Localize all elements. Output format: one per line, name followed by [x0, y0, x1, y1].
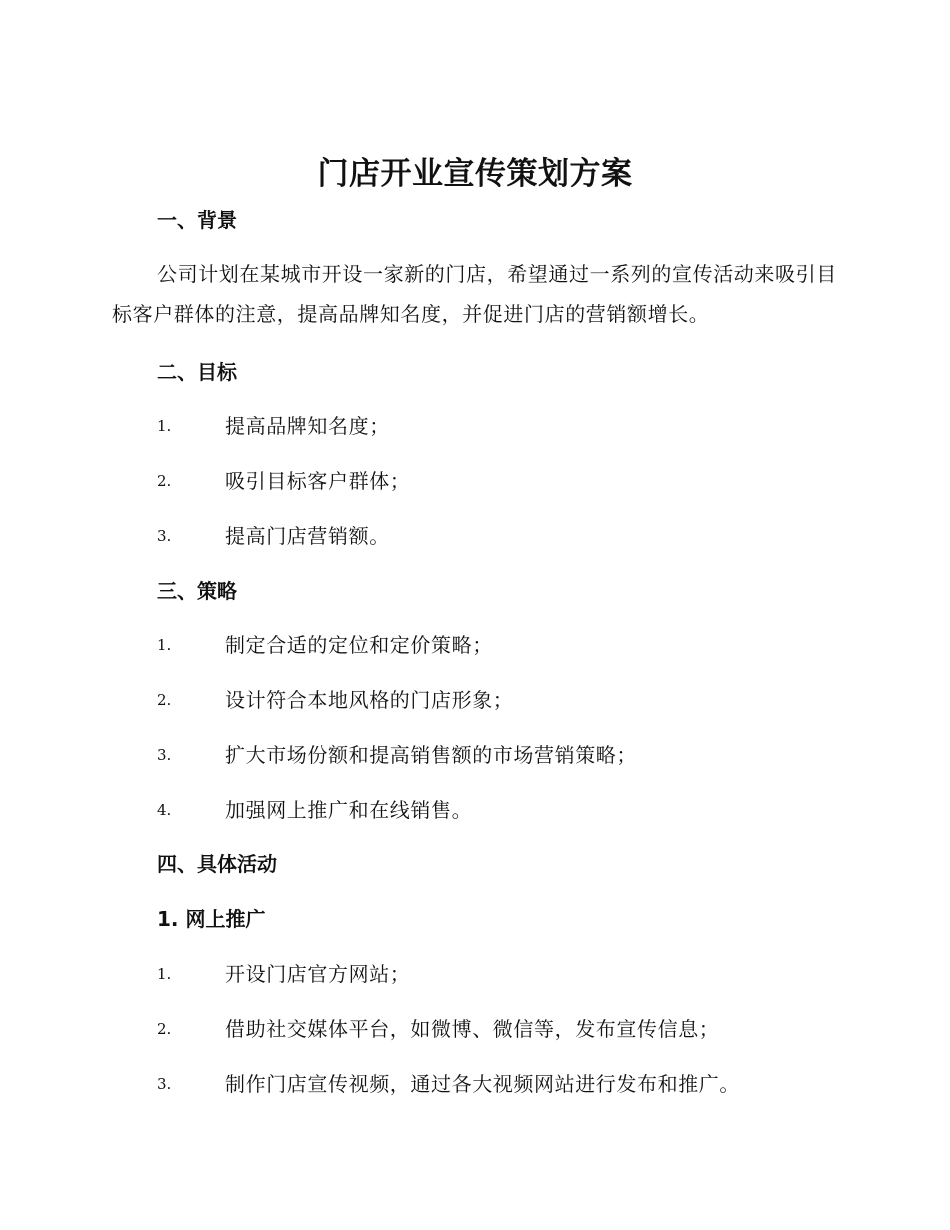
- background-paragraph: 公司计划在某城市开设一家新的门店，希望通过一系列的宣传活动来吸引目标客户群体的注意，提高品牌知名度，并促进门店的营销额增长。: [112, 262, 837, 326]
- list-item-number: 2.: [157, 1020, 172, 1038]
- list-item-number: 3.: [157, 746, 172, 764]
- list-item-number: 1.: [157, 417, 172, 435]
- list-item-text: 借助社交媒体平台，如微博、微信等，发布宣传信息；: [225, 1017, 720, 1041]
- subsection-heading-online-promotion: 1. 网上推广: [157, 907, 266, 931]
- list-item-text: 制作门店宣传视频，通过各大视频网站进行发布和推广。: [225, 1072, 740, 1096]
- list-item-text: 设计符合本地风格的门店形象；: [225, 688, 514, 712]
- list-item-number: 2.: [157, 472, 172, 490]
- list-item-text: 加强网上推广和在线销售。: [225, 798, 473, 822]
- list-item-text: 提高门店营销额。: [225, 524, 390, 548]
- list-item-text: 开设门店官方网站；: [225, 962, 411, 986]
- list-item-number: 2.: [157, 691, 172, 709]
- list-item-number: 3.: [157, 527, 172, 545]
- document-title: 门店开业宣传策划方案: [317, 156, 633, 192]
- section-heading-background: 一、背景: [157, 208, 237, 232]
- list-item-number: 3.: [157, 1075, 172, 1093]
- list-item-number: 1.: [157, 965, 172, 983]
- section-heading-goals: 二、目标: [157, 360, 237, 384]
- list-item-text: 扩大市场份额和提高销售额的市场营销策略；: [225, 743, 637, 767]
- list-item-number: 1.: [157, 636, 172, 654]
- list-item-text: 提高品牌知名度；: [225, 414, 390, 438]
- list-item-text: 制定合适的定位和定价策略；: [225, 633, 493, 657]
- list-item-number: 4.: [157, 801, 172, 819]
- section-heading-activities: 四、具体活动: [157, 852, 277, 876]
- list-item-text: 吸引目标客户群体；: [225, 469, 411, 493]
- section-heading-strategy: 三、策略: [157, 579, 237, 603]
